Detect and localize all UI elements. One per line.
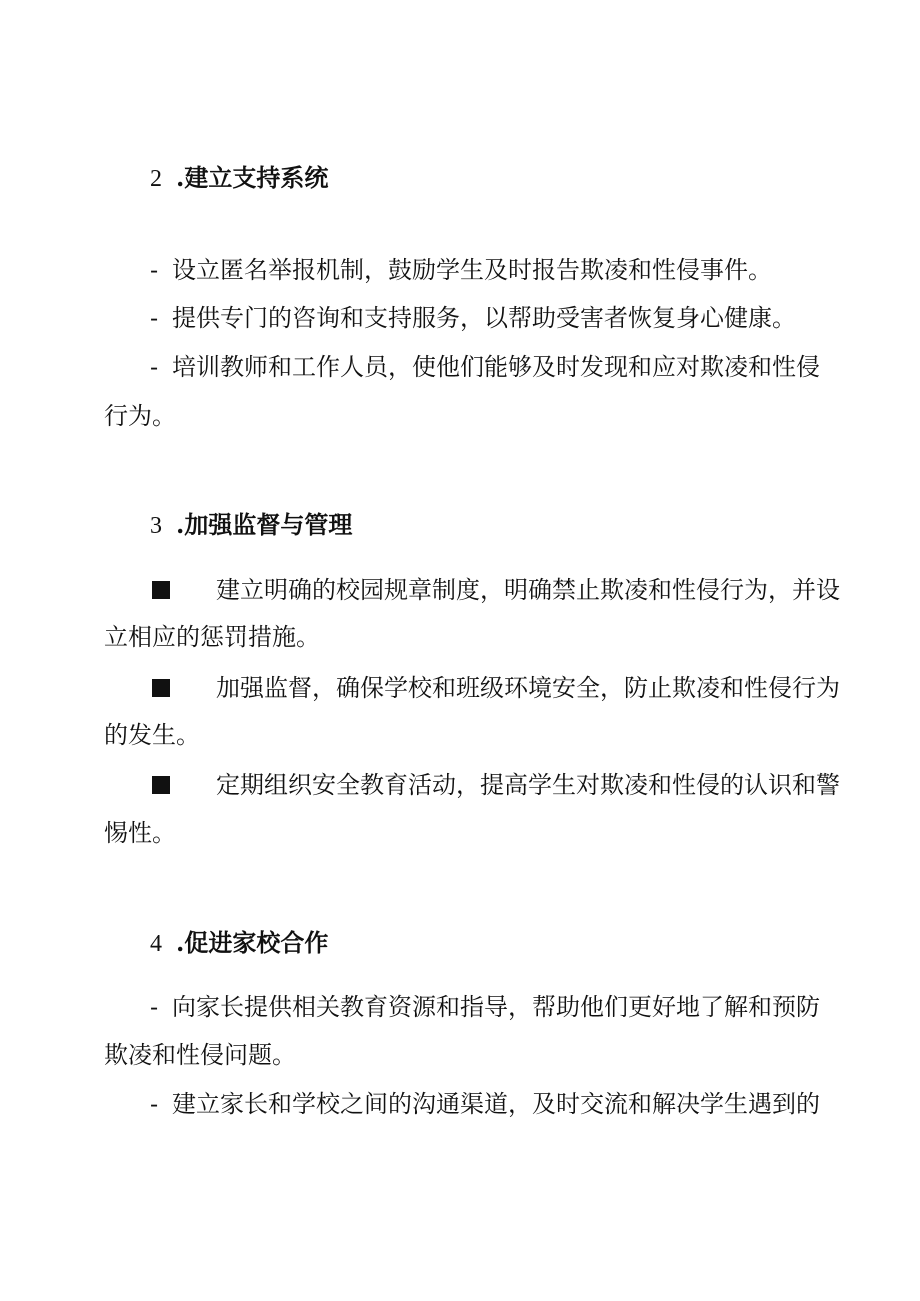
item-text: 加强监督，确保学校和班级环境安全，防止欺凌和性侵行为 xyxy=(216,674,840,702)
item-text: 定期组织安全教育活动，提高学生对欺凌和性侵的认识和警 xyxy=(216,771,840,799)
section-heading-4 xyxy=(150,923,328,958)
list-item xyxy=(150,992,820,1022)
list-item xyxy=(150,255,772,285)
item-continuation: 立相应的惩罚措施。 xyxy=(104,623,320,651)
item-text: 建立明确的校园规章制度，明确禁止欺凌和性侵行为，并设 xyxy=(216,576,840,604)
item-text: 向家长提供相关教育资源和指导，帮助他们更好地了解和预防 xyxy=(172,993,820,1021)
item-text: 设立匿名举报机制，鼓励学生及时报告欺凌和性侵事件。 xyxy=(172,256,772,284)
item-text: 提供专门的咨询和支持服务，以帮助受害者恢复身心健康。 xyxy=(172,304,796,332)
section-title: .加强监督与管理 xyxy=(176,510,353,539)
item-marker: - xyxy=(150,256,159,284)
item-continuation: 的发生。 xyxy=(104,721,200,749)
section-heading-2 xyxy=(150,158,328,193)
list-item xyxy=(150,352,820,382)
section-number: 4 xyxy=(150,931,162,957)
list-item xyxy=(152,673,840,703)
section-number: 2 xyxy=(150,166,162,192)
section-heading-3 xyxy=(150,505,352,540)
item-continuation: 欺凌和性侵问题。 xyxy=(104,1041,296,1069)
item-continuation: 行为。 xyxy=(104,402,176,430)
item-text: 建立家长和学校之间的沟通渠道，及时交流和解决学生遇到的 xyxy=(172,1090,820,1118)
item-text: 培训教师和工作人员，使他们能够及时发现和应对欺凌和性侵 xyxy=(172,353,820,381)
list-item xyxy=(152,575,840,605)
item-marker: - xyxy=(150,1090,159,1118)
square-bullet-icon xyxy=(152,776,170,794)
square-bullet-icon xyxy=(152,679,170,697)
section-title: .促进家校合作 xyxy=(176,928,329,957)
item-marker: - xyxy=(150,353,159,381)
section-title: .建立支持系统 xyxy=(176,163,329,192)
square-bullet-icon xyxy=(152,581,170,599)
item-marker: - xyxy=(150,993,159,1021)
section-number: 3 xyxy=(150,513,162,539)
item-continuation: 惕性。 xyxy=(104,819,176,847)
list-item xyxy=(150,1089,820,1119)
item-marker: - xyxy=(150,304,159,332)
list-item xyxy=(152,770,840,800)
list-item xyxy=(150,303,796,333)
